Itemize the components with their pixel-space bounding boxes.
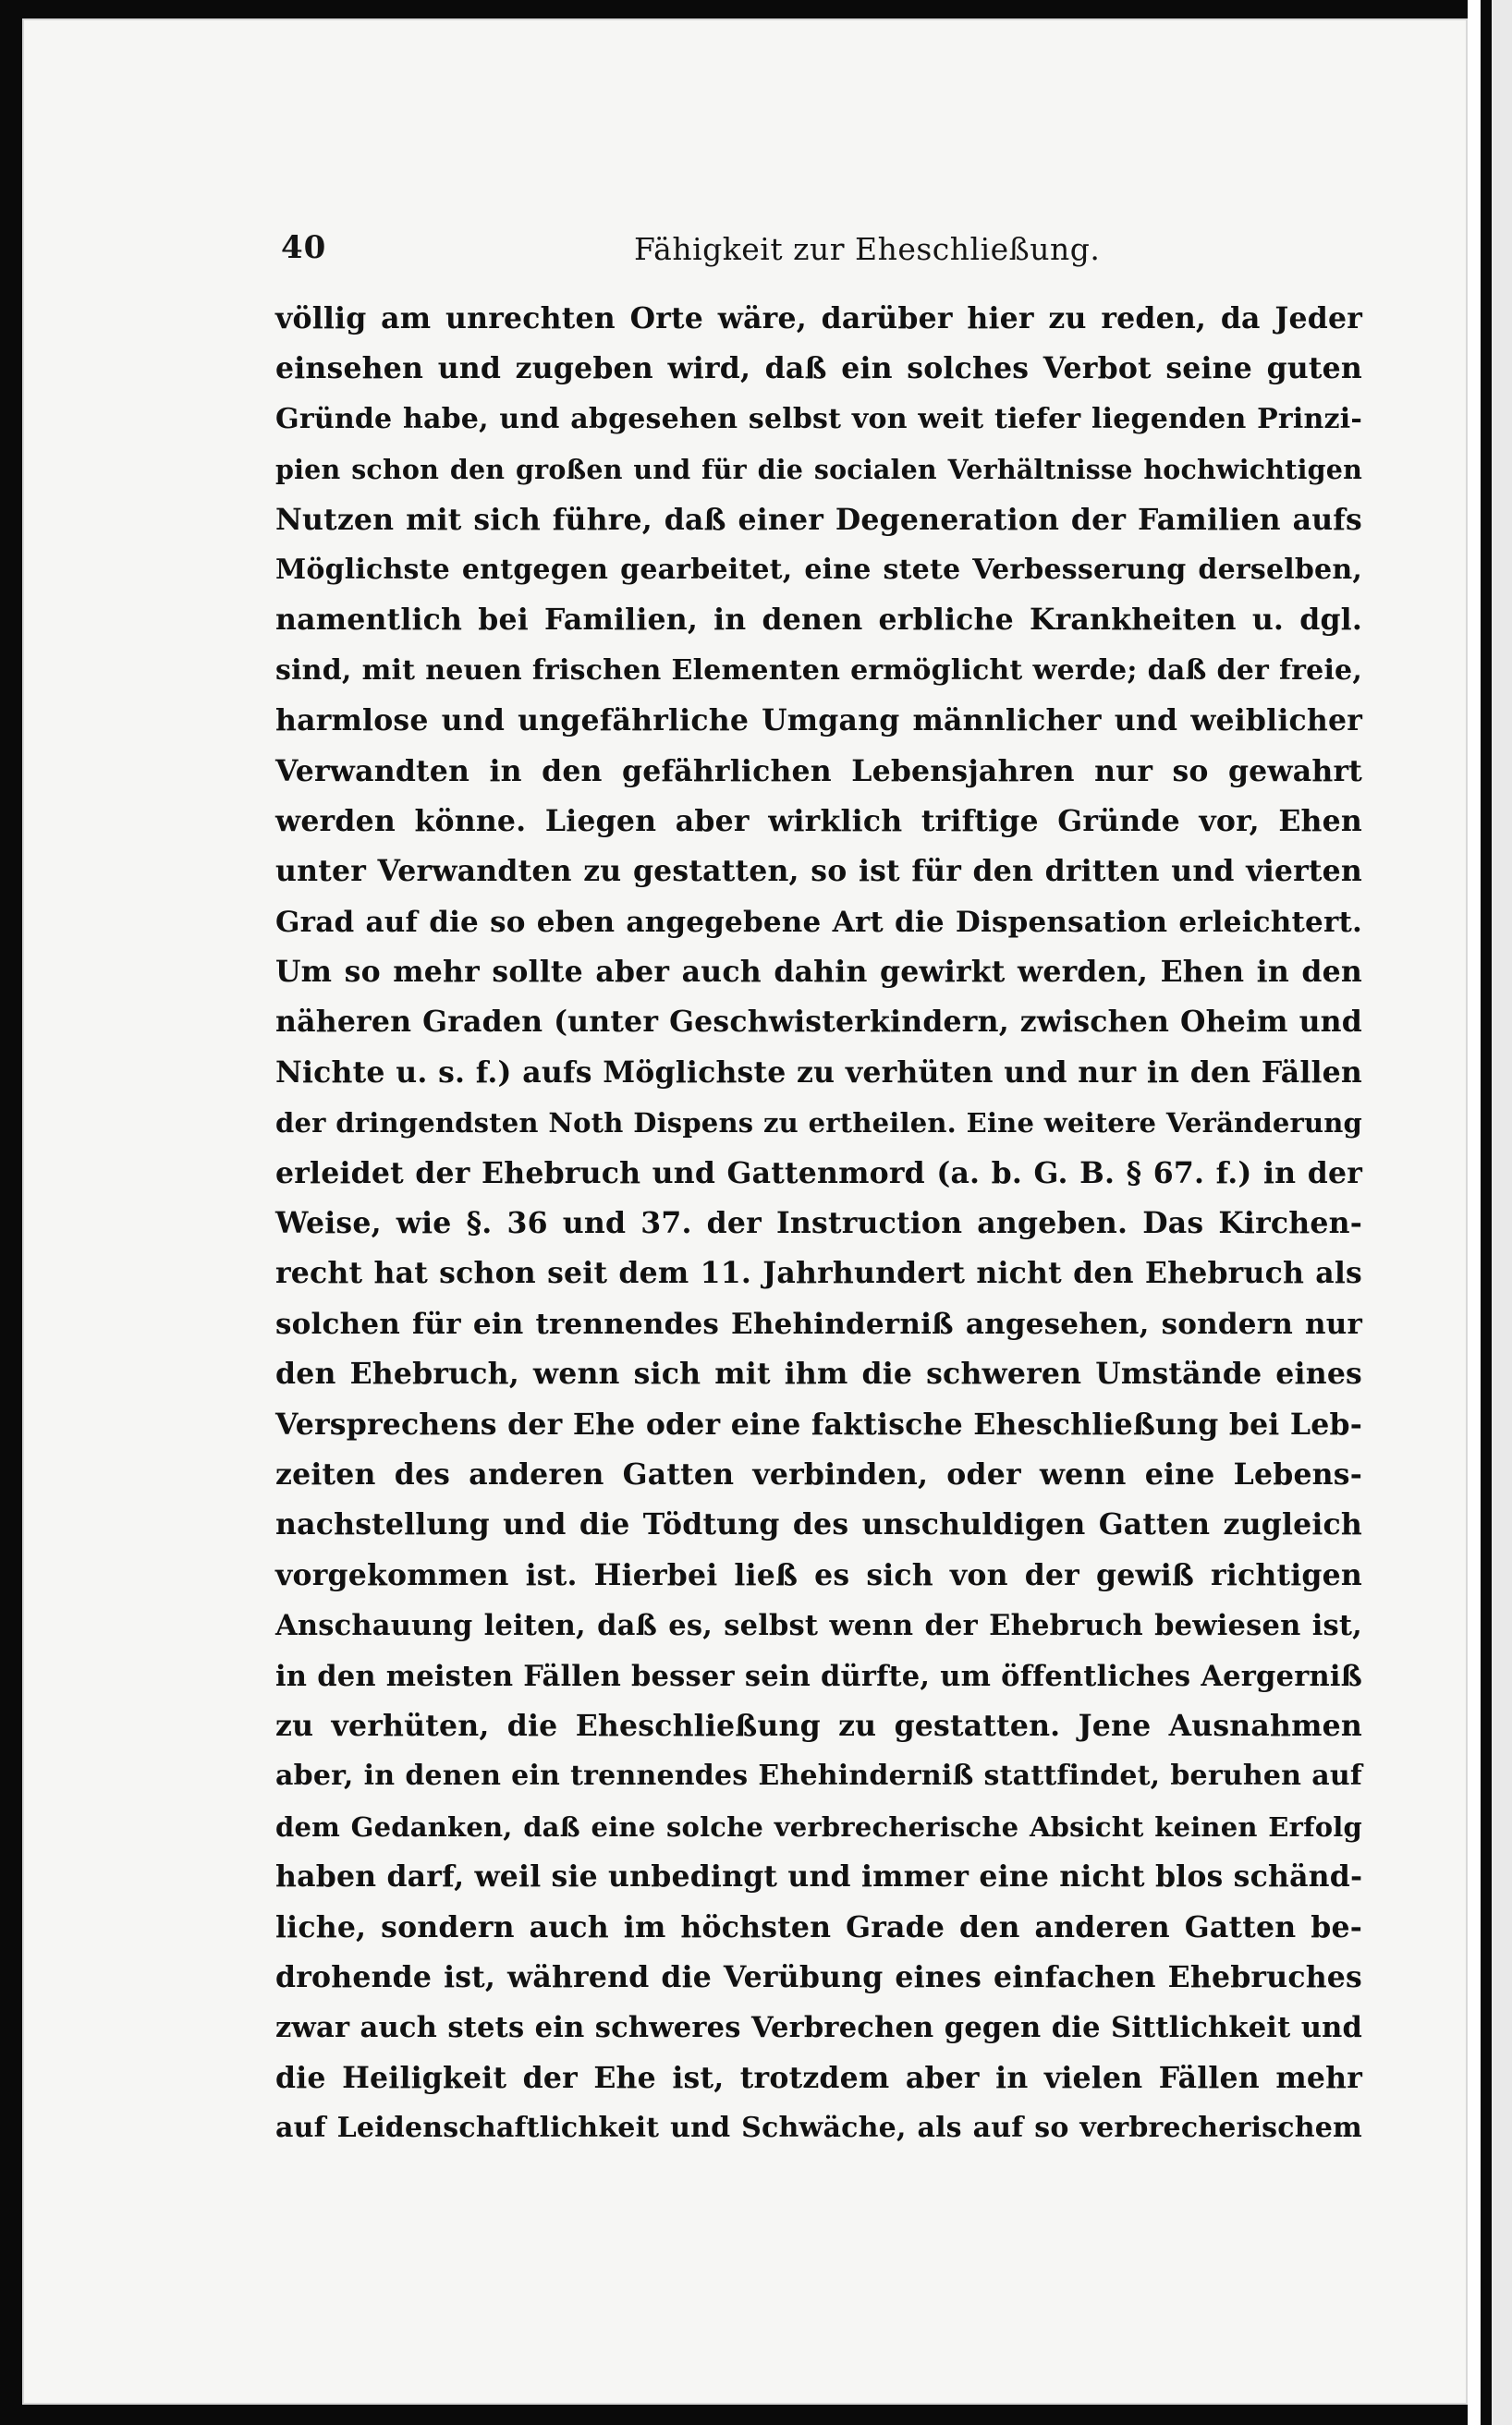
text-line: haben darf, weil sie unbedingt und immer eine nicht blos schänd-	[275, 1859, 1363, 1895]
text-line: zwar auch stets ein schweres Verbrechen gegen die Sittlichkeit und	[275, 2011, 1362, 2045]
text-line: Versprechens der Ehe oder eine faktische Eheschließung bei Leb-	[275, 1407, 1362, 1442]
page-header	[253, 224, 1336, 275]
scan-edge	[1468, 0, 1512, 2425]
text-line: Nichte u. s. f.) aufs Möglichste zu verhüten und nur in den Fällen	[275, 1054, 1362, 1090]
text-line: pien schon den großen und für die socialen Verhältnisse hochwichtigen	[275, 454, 1362, 486]
text-line: drohende ist, während die Verübung eines einfachen Ehebruches	[275, 1959, 1362, 1994]
text-line: solchen für ein trennendes Ehehinderniß angesehen, sondern nur	[275, 1307, 1362, 1341]
text-line: die Heiligkeit der Ehe ist, trotzdem aber in vielen Fällen mehr	[275, 2060, 1362, 2095]
text-line: Nutzen mit sich führe, daß einer Degeneration der Familien aufs	[275, 502, 1362, 537]
text-line: namentlich bei Familien, in denen erbliche Krankheiten u. dgl.	[275, 603, 1362, 638]
text-line: harmlose und ungefährliche Umgang männlicher und weiblicher	[275, 703, 1362, 738]
text-line: Anschauung leiten, daß es, selbst wenn der Ehebruch bewiesen ist,	[275, 1609, 1362, 1643]
text-line: auf Leidenschaftlichkeit und Schwäche, als auf so verbrecherischem	[275, 2112, 1362, 2145]
text-line: unter Verwandten zu gestatten, so ist für den dritten und vierten	[275, 854, 1362, 889]
body-text	[275, 294, 1362, 2153]
text-line: liche, sondern auch im höchsten Grade den anderen Gatten be-	[275, 1909, 1362, 1944]
text-line: einsehen und zugeben wird, daß ein solches Verbot seine guten	[275, 351, 1362, 386]
text-line: recht hat schon seit dem 11. Jahrhundert nicht den Ehebruch als	[275, 1256, 1362, 1291]
text-line: Gründe habe, und abgesehen selbst von weit tiefer liegenden Prinzi-	[275, 402, 1362, 435]
text-line: erleidet der Ehebruch und Gattenmord (a. b. G. B. § 67. f.) in der	[275, 1155, 1362, 1190]
text-line: zu verhüten, die Eheschließung zu gestatten. Jene Ausnahmen	[275, 1708, 1362, 1743]
text-line: dem Gedanken, daß eine solche verbrecherische Absicht keinen Erfolg	[275, 1810, 1362, 1843]
text-line: werden könne. Liegen aber wirklich triftige Gründe vor, Ehen	[275, 803, 1362, 838]
text-line: Weise, wie §. 36 und 37. der Instruction angeben. Das Kirchen-	[275, 1206, 1362, 1241]
text-line: Möglichste entgegen gearbeitet, eine stete Verbesserung derselben,	[275, 553, 1362, 586]
running-head: Fähigkeit zur Eheschließung.	[634, 231, 1101, 267]
text-line: Grad auf die so eben angegebene Art die Dispensation erleichtert.	[275, 905, 1362, 939]
text-line: den Ehebruch, wenn sich mit ihm die schweren Umstände eines	[275, 1357, 1362, 1392]
text-line: völlig am unrechten Orte wäre, darüber hier zu reden, da Jeder	[275, 301, 1362, 335]
book-page	[22, 18, 1468, 2405]
text-line: aber, in denen ein trennendes Ehehinderniß stattfindet, beruhen auf	[275, 1760, 1362, 1793]
page-number: 40	[281, 229, 327, 266]
text-line: nachstellung und die Tödtung des unschuldigen Gatten zugleich	[275, 1507, 1362, 1542]
text-line: Verwandten in den gefährlichen Lebensjahren nur so gewahrt	[275, 753, 1362, 788]
text-line: näheren Graden (unter Geschwisterkindern, zwischen Oheim und	[275, 1005, 1362, 1040]
text-line: vorgekommen ist. Hierbei ließ es sich von der gewiß richtigen	[275, 1557, 1362, 1592]
text-line: in den meisten Fällen besser sein dürfte, um öffentliches Aergerniß	[275, 1659, 1362, 1693]
text-line: der dringendsten Noth Dispens zu ertheilen. Eine weitere Veränderung	[275, 1107, 1362, 1139]
text-line: zeiten des anderen Gatten verbinden, oder wenn eine Lebens-	[275, 1456, 1362, 1492]
text-line: sind, mit neuen frischen Elementen ermöglicht werde; daß der freie,	[275, 653, 1362, 687]
text-line: Um so mehr sollte aber auch dahin gewirkt werden, Ehen in den	[275, 955, 1362, 990]
